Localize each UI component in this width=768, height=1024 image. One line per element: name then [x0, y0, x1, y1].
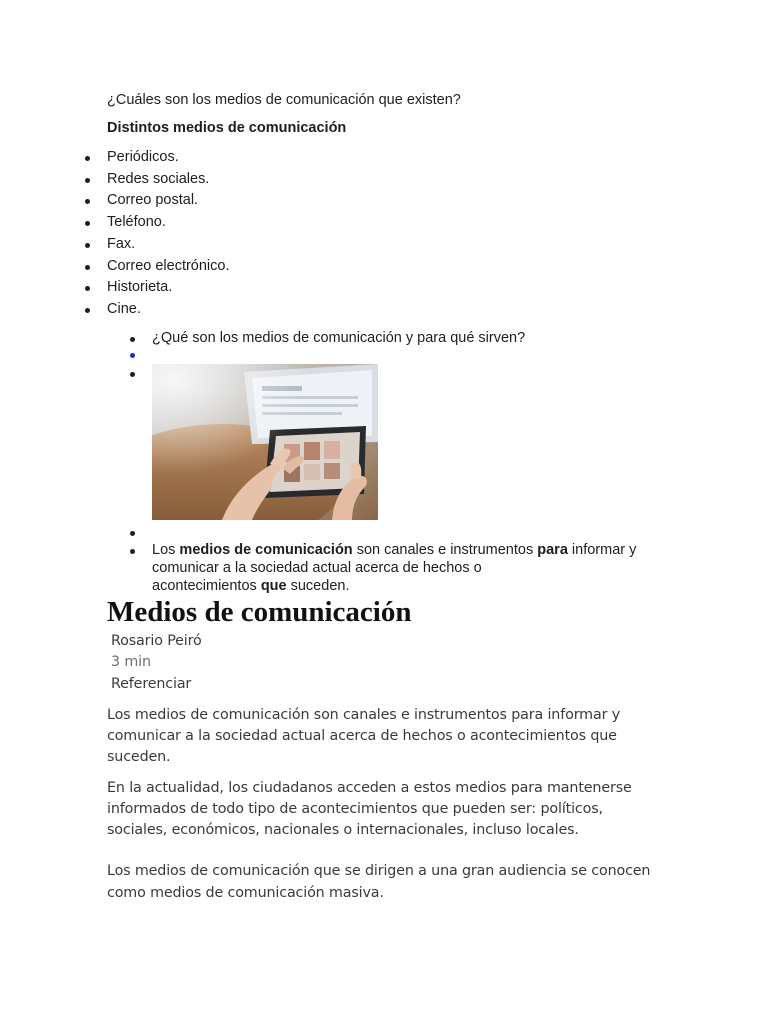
- bullet-icon: [130, 372, 135, 377]
- intro-question: ¿Cuáles son los medios de comunicación que existen?: [107, 92, 461, 108]
- list-item: Teléfono.: [107, 214, 166, 230]
- bullet-icon: [85, 265, 90, 270]
- list-item: Cine.: [107, 301, 141, 317]
- bullet-icon: [85, 199, 90, 204]
- list-item: Correo electrónico.: [107, 258, 230, 274]
- cite-link[interactable]: Referenciar: [111, 676, 192, 692]
- bullet-icon: [85, 221, 90, 226]
- article-paragraph-2-line-2: informados de todo tipo de acontecimientos que pueden ser: políticos,: [107, 801, 603, 817]
- bullet-icon: [85, 286, 90, 291]
- bullet-icon: [85, 178, 90, 183]
- list-item: Fax.: [107, 236, 136, 252]
- article-paragraph-1-line-1: Los medios de comunicación son canales e instrumentos para informar y: [107, 707, 621, 723]
- definition-line-1: Los medios de comunicación son canales e instrumentos para informar y: [152, 542, 637, 558]
- list-item: Correo postal.: [107, 192, 199, 208]
- bullet-icon: [85, 308, 90, 313]
- bullet-icon: [130, 549, 135, 554]
- tablet-photo: [152, 364, 378, 520]
- article-paragraph-1-line-3: suceden.: [107, 749, 171, 765]
- article-paragraph-2-line-1: En la actualidad, los ciudadanos acceden a estos medios para mantenerse: [107, 780, 632, 796]
- bullet-icon: [85, 243, 90, 248]
- definition-line-3: acontecimientos que suceden.: [152, 578, 350, 594]
- article-paragraph-3-line-1: Los medios de comunicación que se dirigen a una gran audiencia se conocen: [107, 863, 651, 879]
- definition-bold-term: medios de comunicación: [179, 542, 353, 558]
- definition-bold-para: para: [537, 542, 568, 558]
- definition-bold-que: que: [260, 578, 287, 594]
- article-title: Medios de comunicación: [107, 596, 412, 628]
- article-author[interactable]: Rosario Peiró: [111, 633, 202, 649]
- definition-line-2: comunicar a la sociedad actual acerca de hechos o: [152, 560, 482, 576]
- list-item: Historieta.: [107, 279, 173, 295]
- bullet-icon: [130, 353, 135, 358]
- bullet-icon: [85, 156, 90, 161]
- list-item: Periódicos.: [107, 149, 179, 165]
- bullet-icon: [130, 337, 135, 342]
- bullet-icon: [130, 531, 135, 536]
- read-time: 3 min: [111, 654, 151, 670]
- list-item: Redes sociales.: [107, 171, 210, 187]
- sub-question: ¿Qué son los medios de comunicación y para qué sirven?: [152, 330, 526, 346]
- article-paragraph-2-line-3: sociales, económicos, nacionales o internacionales, incluso locales.: [107, 822, 579, 838]
- article-paragraph-1-line-2: comunicar a la sociedad actual acerca de hechos o acontecimientos que: [107, 728, 617, 744]
- intro-subheading: Distintos medios de comunicación: [107, 120, 347, 136]
- article-paragraph-3-line-2: como medios de comunicación masiva.: [107, 885, 384, 901]
